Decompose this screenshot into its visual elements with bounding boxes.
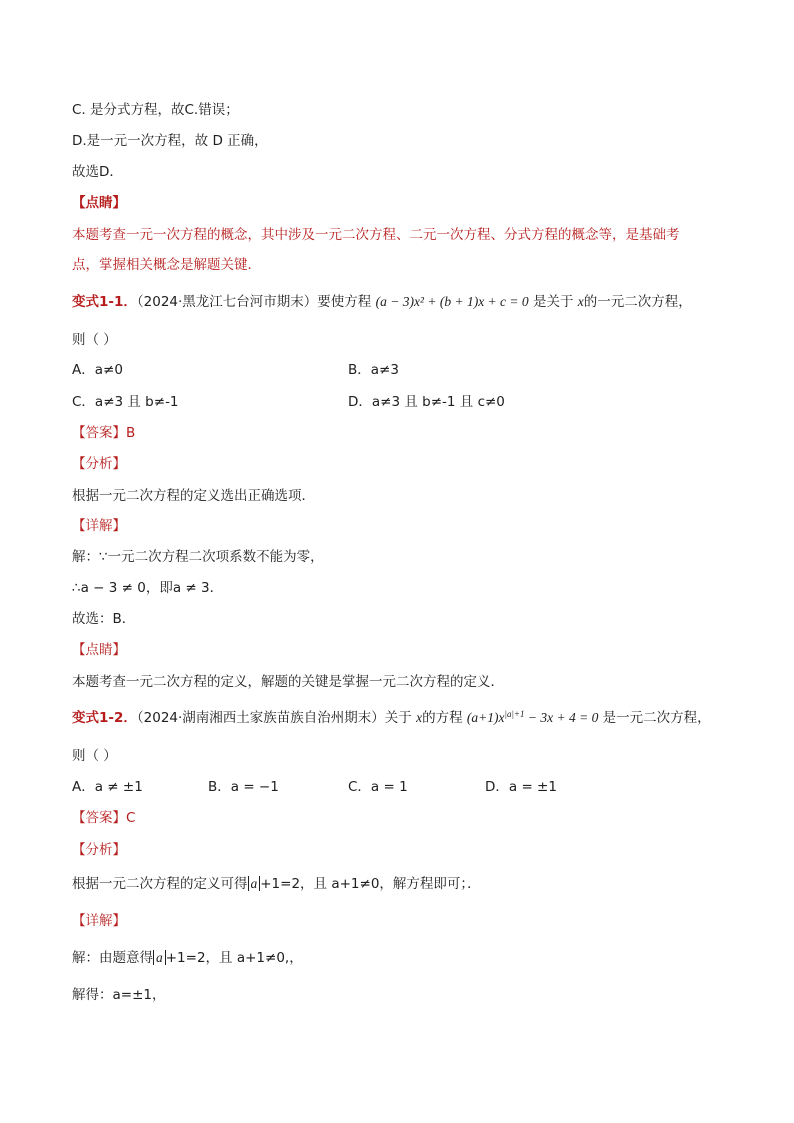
question-source: （2024·黑龙江七台河市期末）要使方程 — [136, 294, 372, 310]
fenxi-text-end: +1=2，且 a+1≠0，解方程即可；． — [260, 876, 481, 892]
dianjing-text-2: 本题考查一元二次方程的定义，解题的关键是掌握一元二次方程的定义． — [72, 674, 504, 690]
variable: x — [577, 294, 584, 309]
option-d: D．a = ±1 — [485, 779, 557, 795]
question-text: 的方程 — [422, 710, 463, 726]
option-c: C．a = 1 — [348, 779, 408, 795]
option-a: A．a≠0 — [72, 362, 123, 378]
variable: x — [416, 710, 423, 725]
question-source: （2024·湖南湘西土家族苗族自治州期末）关于 — [136, 710, 412, 726]
fenxi-text — [72, 874, 481, 894]
option-b: B．a≠3 — [348, 362, 399, 378]
abs-value: a — [248, 876, 261, 891]
solution-line-2: ∴a − 3 ≠ 0，即a ≠ 3． — [72, 580, 224, 596]
question-text-end: 的一元二次方程， — [583, 294, 692, 310]
question-text-end: 是一元二次方程， — [602, 710, 711, 726]
xiangjie-heading: 【详解】 — [72, 518, 126, 534]
solution-line-3: 故选：B． — [72, 611, 136, 627]
question-1-2 — [72, 708, 711, 728]
xiangjie-heading: 【详解】 — [72, 913, 126, 929]
equation-exponent: |a|+1 — [504, 709, 525, 719]
solution-text-end: +1=2，且 a+1≠0,， — [165, 950, 303, 966]
solution-line-1 — [72, 948, 303, 968]
fenxi-heading: 【分析】 — [72, 842, 126, 858]
equation — [467, 710, 598, 725]
analysis-line-c: C. 是分式方程，故C.错误； — [72, 102, 239, 118]
solution-line-2: 解得：a=±1， — [72, 987, 166, 1003]
question-label: 变式1-2． — [72, 710, 137, 726]
equation-left: (a+1)x — [466, 710, 505, 725]
equation-right: − 3x + 4 = 0 — [524, 710, 599, 725]
fenxi-text-start: 根据一元二次方程的定义可得 — [72, 876, 248, 892]
question-ask: 则（ ） — [72, 332, 117, 348]
abs-value: a — [153, 950, 166, 965]
question-ask: 则（ ） — [72, 748, 117, 764]
fenxi-text: 根据一元二次方程的定义选出正确选项． — [72, 488, 315, 504]
answer: 【答案】C — [72, 810, 136, 826]
option-b: B．a = −1 — [208, 779, 279, 795]
option-d: D．a≠3 且 b≠-1 且 c≠0 — [348, 394, 505, 410]
equation: (a − 3)x² + (b + 1)x + c = 0 — [375, 294, 529, 309]
analysis-conclusion: 故选D． — [72, 164, 123, 180]
question-1-1 — [72, 292, 692, 312]
analysis-line-d: D.是一元一次方程，故 D 正确， — [72, 133, 268, 149]
fenxi-heading: 【分析】 — [72, 456, 126, 472]
dianjing-text-1b: 点，掌握相关概念是解题关键． — [72, 257, 261, 273]
dianjing-text-1a: 本题考查一元一次方程的概念，其中涉及一元二次方程、二元一次方程、分式方程的概念等，是基础考 — [72, 227, 680, 243]
solution-line-1: 解：∵一元二次方程二次项系数不能为零， — [72, 549, 324, 565]
answer: 【答案】B — [72, 425, 136, 441]
option-a: A．a ≠ ±1 — [72, 779, 143, 795]
dianjing-heading-2: 【点睛】 — [72, 642, 126, 658]
solution-text-start: 解：由题意得 — [72, 950, 153, 966]
question-text: 是关于 — [532, 294, 574, 310]
question-label: 变式1-1． — [72, 294, 137, 310]
option-c: C．a≠3 且 b≠-1 — [72, 394, 179, 410]
dianjing-heading-1: 【点睛】 — [72, 195, 126, 211]
